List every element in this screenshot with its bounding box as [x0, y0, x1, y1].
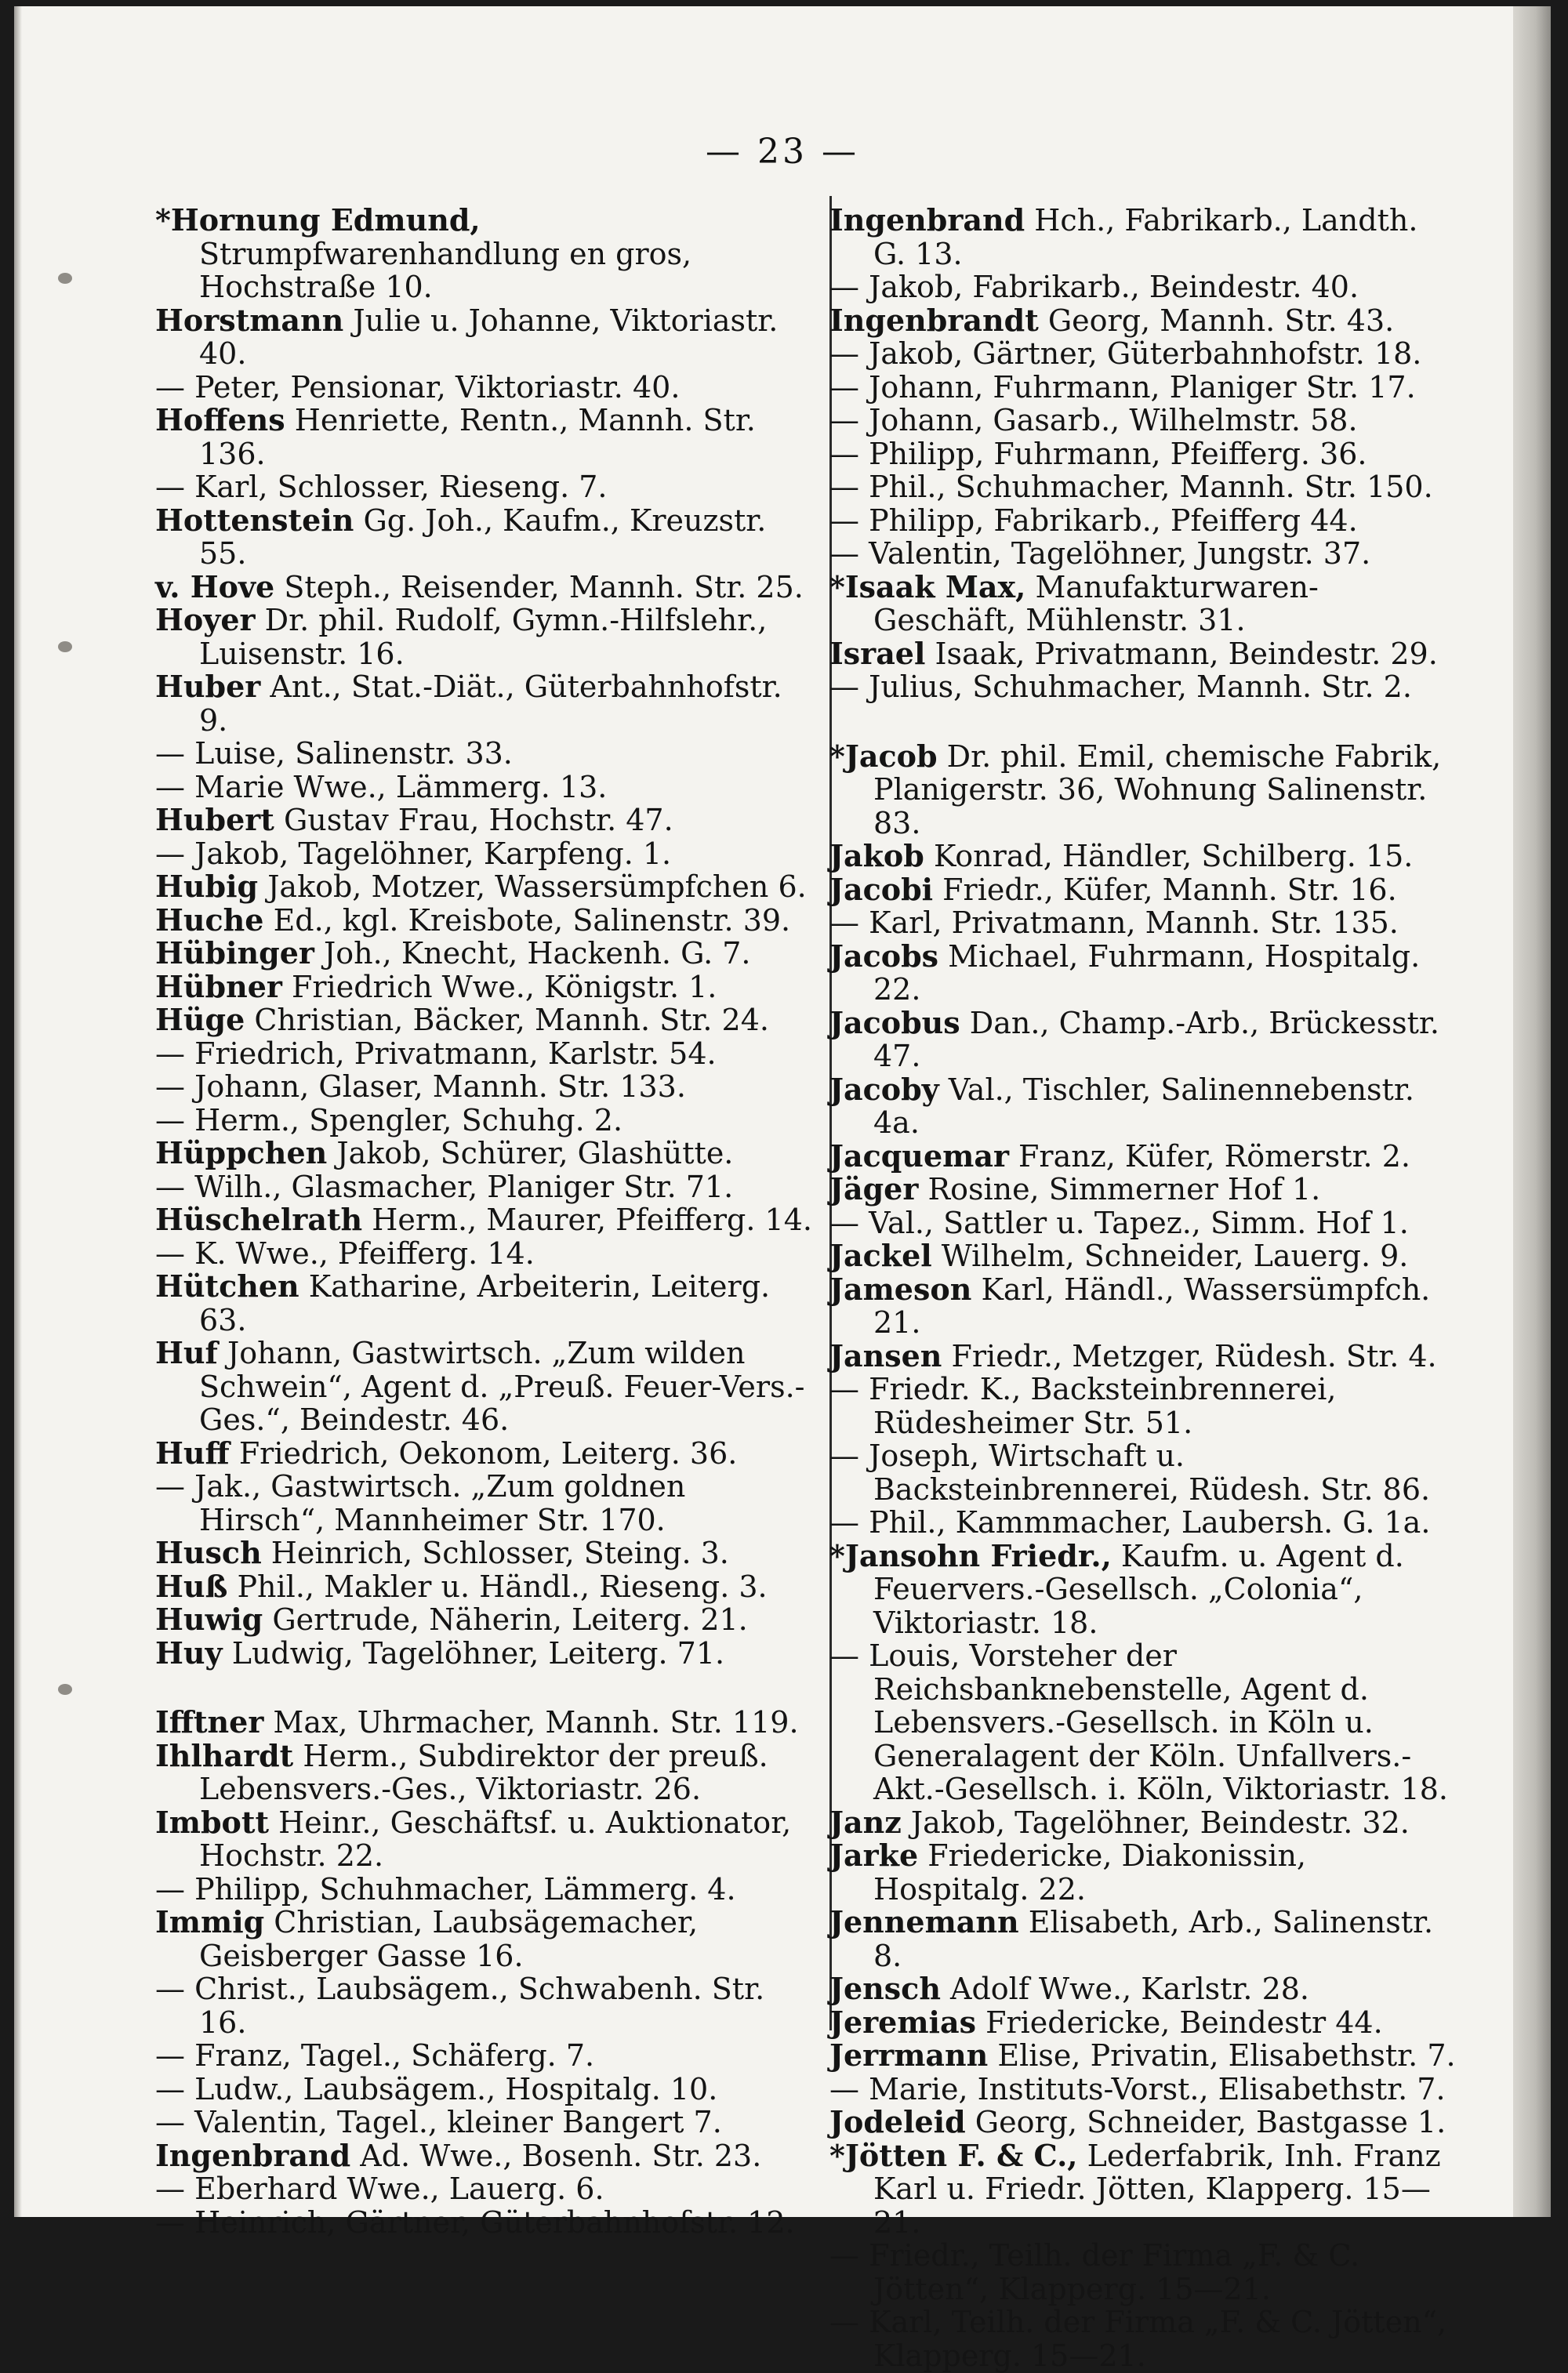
entry-name: *Hornung Edmund,	[155, 202, 481, 238]
directory-entry	[155, 1270, 814, 1337]
directory-entry	[829, 740, 1457, 840]
entry-name: Jacobi	[829, 871, 934, 907]
entry-name: Jacquemar	[829, 1138, 1009, 1174]
directory-entry	[829, 1839, 1457, 1906]
page-number: — 23 —	[706, 132, 859, 172]
directory-entry	[155, 1037, 814, 1071]
directory-entry	[829, 1239, 1457, 1273]
entry-name: Jarke	[829, 1838, 919, 1873]
directory-entry	[829, 1639, 1457, 1806]
entry-details: Phil., Makler u. Händl., Rieseng. 3.	[227, 1569, 768, 1604]
directory-entry	[155, 2139, 814, 2173]
entry-name: Hübinger	[155, 935, 314, 971]
entry-name: Huf	[155, 1335, 218, 1370]
directory-entry	[155, 2206, 814, 2240]
entry-details: Henriette, Rentn., Mannh. Str. 136.	[199, 403, 756, 471]
directory-entry	[155, 1706, 814, 1740]
entry-name: *Jötten F. & C.,	[829, 2137, 1078, 2173]
entry-details: — Johann, Fuhrmann, Planiger Str. 17.	[829, 369, 1416, 405]
entry-name: Ihlhardt	[155, 1737, 294, 1773]
directory-entry	[155, 1737, 814, 1806]
entry-name: Huche	[155, 902, 264, 938]
entry-details: Ed., kgl. Kreisbote, Salinenstr. 39.	[263, 902, 791, 938]
entry-details: Joh., Knecht, Hackenh. G. 7.	[314, 936, 751, 971]
directory-entry	[829, 1004, 1457, 1073]
entry-details: — Friedr. K., Backsteinbrennerei, Rüdesheimer Str. 51.	[829, 1372, 1337, 1440]
entry-details: Friedrich Wwe., Königstr. 1.	[281, 969, 717, 1004]
directory-entry	[829, 1906, 1457, 1972]
entry-details: Hch., Fabrikarb., Landth. G. 13.	[873, 203, 1418, 271]
entry-details: Jakob, Schürer, Glashütte.	[327, 1136, 734, 1170]
entry-name: Jodeleid	[829, 2104, 966, 2139]
entry-name: Ingenbrand	[155, 2137, 351, 2173]
entry-name: Jansen	[829, 1337, 942, 1373]
entry-details: Herm., Maurer, Pfeifferg. 14.	[362, 1203, 812, 1237]
entry-details: — Franz, Tagel., Schäferg. 7.	[155, 2038, 595, 2073]
directory-entry	[155, 1637, 814, 1671]
directory-entry	[155, 568, 814, 604]
entry-details: — Jakob, Fabrikarb., Beindestr. 40.	[829, 270, 1359, 304]
entry-name: Jeremias	[829, 2004, 977, 2040]
entry-details: Dr. phil. Rudolf, Gymn.-Hilfslehr., Luisenstr. 16.	[199, 603, 768, 671]
entry-details: — Phil., Kammmacher, Laubersh. G. 1a.	[829, 1505, 1431, 1540]
entry-name: Israel	[829, 635, 926, 671]
directory-entry	[829, 2006, 1457, 2040]
entry-name: Jackel	[829, 1238, 932, 1273]
directory-entry	[829, 840, 1457, 873]
directory-entry	[829, 1506, 1457, 1540]
directory-entry	[155, 204, 814, 304]
directory-entry	[155, 1003, 814, 1037]
directory-entry	[829, 1206, 1457, 1240]
entry-details: Lederfabrik, Inh. Franz Karl u. Friedr. Jötten, Klapperg. 15—21.	[873, 2138, 1441, 2240]
entry-name: Hubert	[155, 802, 274, 837]
directory-entry	[829, 873, 1457, 907]
entry-name: Huff	[155, 1435, 230, 1471]
directory-entry	[155, 870, 814, 904]
entry-details: Friedrich, Oekonom, Leiterg. 36.	[229, 1435, 738, 1471]
entry-name: Janz	[829, 1804, 902, 1840]
directory-entry	[829, 204, 1457, 270]
entry-details: Friedr., Küfer, Mannh. Str. 16.	[933, 872, 1397, 907]
entry-details: Julie u. Johanne, Viktoriastr. 40.	[199, 303, 779, 371]
entry-details: — Marie, Instituts-Vorst., Elisabethstr. 7.	[829, 2071, 1446, 2106]
page-left-edge	[14, 6, 22, 2217]
directory-entry	[829, 304, 1457, 338]
directory-entry	[829, 437, 1457, 471]
entry-details: — Johann, Gasarb., Wilhelmstr. 58.	[829, 403, 1358, 437]
entry-name: Jerrmann	[829, 2037, 989, 2073]
entry-name: Hubig	[155, 869, 259, 904]
entry-details: Johann, Gastwirtsch. „Zum wilden Schwein“, Agent d. „Preuß. Feuer-Vers.-Ges.“, Beindestr. 46.	[199, 1336, 805, 1437]
directory-entry	[829, 637, 1457, 671]
page-hole-mark	[58, 641, 72, 652]
directory-entry	[155, 1237, 814, 1271]
directory-entry	[829, 537, 1457, 571]
entry-name: Hoffens	[155, 402, 285, 437]
directory-entry	[829, 470, 1457, 504]
entry-name: *Jacob	[829, 738, 938, 774]
entry-details: Michael, Fuhrmann, Hospitalg. 22.	[873, 938, 1421, 1007]
directory-entry	[829, 1337, 1457, 1373]
entry-details: Katharine, Arbeiterin, Leiterg. 63.	[199, 1269, 771, 1337]
entry-details: — Eberhard Wwe., Lauerg. 6.	[155, 2172, 604, 2206]
directory-entry	[155, 1070, 814, 1104]
directory-entry	[155, 2106, 814, 2139]
directory-entry	[155, 1170, 814, 1204]
entry-details: Gustav Frau, Hochstr. 47.	[274, 803, 673, 837]
entry-details: Rosine, Simmerner Hof 1.	[918, 1172, 1321, 1206]
directory-entry	[829, 2139, 1457, 2240]
entry-details: — Louis, Vorsteher der Reichsbanknebenstelle, Agent d. Lebensvers.-Gesellsch. in Köln u. Generalagent der Köln. Unfallvers.-Akt.-Gesellsch. i. Köln, Viktoriastr. 18.	[829, 1638, 1448, 1806]
entry-details: Ludwig, Tagelöhner, Leiterg. 71.	[222, 1635, 725, 1671]
directory-entry	[155, 1972, 814, 2039]
directory-entry	[155, 1873, 814, 1907]
entry-name: Jakob	[829, 838, 924, 873]
entry-details: Elise, Privatin, Elisabethstr. 7.	[988, 2038, 1456, 2073]
entry-details: Adolf Wwe., Karlstr. 28.	[940, 1972, 1309, 2006]
directory-entry	[155, 804, 814, 837]
entry-details: — Jakob, Gärtner, Güterbahnhofstr. 18.	[829, 336, 1422, 371]
directory-entry	[829, 2106, 1457, 2139]
entry-details: Ad. Wwe., Bosenh. Str. 23.	[350, 2138, 762, 2173]
entry-details: — Marie Wwe., Lämmerg. 13.	[155, 769, 608, 804]
directory-entry	[155, 1437, 814, 1471]
directory-entry	[155, 2172, 814, 2206]
entry-name: Jacoby	[829, 1071, 939, 1107]
entry-details: Strumpfwarenhandlung en gros, Hochstraße 10.	[199, 236, 692, 304]
entry-details: — K. Wwe., Pfeifferg. 14.	[155, 1235, 535, 1271]
directory-entry	[155, 470, 814, 504]
entry-name: Hoyer	[155, 602, 256, 637]
directory-entry	[829, 670, 1457, 704]
entry-name: Ingenbrand	[829, 202, 1025, 238]
directory-entry	[829, 504, 1457, 538]
entry-name: Hüppchen	[155, 1135, 328, 1170]
directory-entry	[155, 1137, 814, 1170]
entry-details: Friedericke, Diakonissin, Hospitalg. 22.	[873, 1838, 1306, 1907]
directory-entry	[155, 2073, 814, 2106]
page-right-edge	[1513, 6, 1551, 2217]
entry-details: Karl, Händl., Wassersümpfch. 21.	[873, 1272, 1431, 1340]
entry-details: Konrad, Händler, Schilberg. 15.	[924, 839, 1414, 873]
entry-details: — Val., Sattler u. Tapez., Simm. Hof 1.	[829, 1205, 1409, 1240]
entry-details: — Jakob, Tagelöhner, Karpfeng. 1.	[155, 836, 672, 871]
directory-entry	[155, 604, 814, 670]
entry-details: — Valentin, Tagel., kleiner Bangert 7.	[155, 2105, 722, 2139]
entry-details: — Phil., Schuhmacher, Mannh. Str. 150.	[829, 470, 1433, 504]
directory-entry	[155, 737, 814, 771]
entry-name: Huber	[155, 669, 261, 704]
entry-details: Steph., Reisender, Mannh. Str. 25.	[274, 569, 804, 604]
directory-entry	[155, 404, 814, 470]
directory-entry	[829, 1140, 1457, 1174]
entry-name: Huwig	[155, 1602, 263, 1637]
directory-entry	[829, 1173, 1457, 1206]
directory-entry	[155, 1104, 814, 1138]
entry-details: — Joseph, Wirtschaft u. Backsteinbrennerei, Rüdesh. Str. 86.	[829, 1439, 1431, 1507]
entry-details: Christian, Bäcker, Mannh. Str. 24.	[245, 1003, 769, 1037]
directory-entry	[155, 937, 814, 971]
entry-details: — Jak., Gastwirtsch. „Zum goldnen Hirsch“, Mannheimer Str. 170.	[155, 1469, 686, 1537]
entry-details: Heinr., Geschäftsf. u. Auktionator, Hochstr. 22.	[199, 1805, 792, 1873]
entry-details: — Karl, Privatmann, Mannh. Str. 135.	[829, 905, 1399, 940]
entry-details: Manufakturwaren-Geschäft, Mühlenstr. 31.	[873, 569, 1319, 637]
entry-details: Wilhelm, Schneider, Lauerg. 9.	[931, 1239, 1409, 1273]
left-column	[155, 204, 814, 2239]
entry-details: — Christ., Laubsägem., Schwabenh. Str. 16.	[155, 1972, 765, 2040]
directory-entry	[829, 940, 1457, 1007]
entry-details: Herm., Subdirektor der preuß. Lebensvers.-Ges., Viktoriastr. 26.	[199, 1738, 768, 1806]
entry-name: Hottenstein	[155, 502, 354, 538]
directory-entry	[829, 2073, 1457, 2106]
entry-details: — Friedrich, Privatmann, Karlstr. 54.	[155, 1036, 717, 1071]
directory-entry	[155, 1603, 814, 1637]
entry-details: Kaufm. u. Agent d. Feuervers.-Gesellsch. „Colonia“, Viktoriastr. 18.	[873, 1538, 1404, 1640]
entry-details: — Herm., Spengler, Schuhg. 2.	[155, 1102, 623, 1138]
entry-name: Jennemann	[829, 1904, 1019, 1939]
entry-details: Gertrude, Näherin, Leiterg. 21.	[263, 1602, 748, 1637]
entry-details: — Heinrich, Gärtner, Güterbahnhofstr. 12.	[155, 2204, 795, 2240]
entry-name: Immig	[155, 1904, 265, 1939]
directory-entry	[155, 968, 814, 1004]
directory-entry	[155, 1537, 814, 1570]
entry-name: Hüge	[155, 1002, 245, 1037]
entry-name: Horstmann	[155, 302, 344, 338]
directory-entry	[155, 2039, 814, 2073]
directory-entry	[829, 2239, 1457, 2306]
entry-details: Dan., Champ.-Arb., Brückesstr. 47.	[873, 1005, 1439, 1073]
directory-entry	[829, 337, 1457, 371]
directory-entry	[829, 1972, 1457, 2006]
entry-details: — Philipp, Fabrikarb., Pfeifferg 44.	[829, 503, 1358, 538]
directory-entry	[155, 1570, 814, 1604]
entry-details: Friedr., Metzger, Rüdesh. Str. 4.	[942, 1338, 1437, 1373]
entry-details: Isaak, Privatmann, Beindestr. 29.	[925, 636, 1438, 671]
entry-name: Husch	[155, 1535, 262, 1570]
page-hole-mark	[58, 273, 72, 284]
entry-details: — Luise, Salinenstr. 33.	[155, 736, 513, 771]
entry-details: Elisabeth, Arb., Salinenstr. 8.	[873, 1905, 1434, 1973]
directory-entry	[155, 904, 814, 938]
entry-name: Jacobus	[829, 1004, 960, 1040]
directory-entry	[155, 504, 814, 571]
directory-entry	[829, 906, 1457, 940]
entry-name: Hübner	[155, 968, 282, 1004]
directory-entry	[155, 371, 814, 405]
entry-details: Dr. phil. Emil, chemische Fabrik, Planigerstr. 36, Wohnung Salinenstr. 83.	[873, 738, 1442, 840]
entry-details: Heinrich, Schlosser, Steing. 3.	[261, 1536, 729, 1570]
entry-details: Gg. Joh., Kaufm., Kreuzstr. 55.	[199, 503, 767, 571]
entry-name: Huß	[155, 1568, 228, 1604]
entry-details: — Philipp, Schuhmacher, Lämmerg. 4.	[155, 1871, 736, 1907]
directory-entry	[829, 568, 1457, 637]
entry-details: Friedericke, Beindestr 44.	[976, 2005, 1383, 2040]
entry-details: — Wilh., Glasmacher, Planiger Str. 71.	[155, 1169, 734, 1204]
directory-entry	[829, 1806, 1457, 1840]
directory-entry	[155, 1203, 814, 1237]
entry-name: Jameson	[829, 1271, 972, 1307]
entry-details: — Ludw., Laubsägem., Hospitalg. 10.	[155, 2071, 718, 2106]
entry-details: Christian, Laubsägemacher, Geisberger Gasse 16.	[199, 1905, 699, 1973]
entry-name: Jäger	[829, 1171, 919, 1206]
directory-entry	[829, 2039, 1457, 2073]
entry-name: *Jansohn Friedr.,	[829, 1537, 1112, 1573]
entry-details: Franz, Küfer, Römerstr. 2.	[1008, 1138, 1410, 1174]
directory-entry	[155, 304, 814, 371]
directory-entry	[829, 2306, 1457, 2372]
entry-name: Jacobs	[829, 938, 939, 974]
directory-entry	[829, 404, 1457, 437]
directory-entry	[155, 837, 814, 871]
entry-details: — Julius, Schuhmacher, Mannh. Str. 2.	[829, 669, 1412, 704]
entry-details: — Peter, Pensionar, Viktoriastr. 40.	[155, 369, 681, 405]
directory-entry	[155, 670, 814, 737]
right-column	[829, 204, 1457, 2372]
entry-name: *Isaak Max,	[829, 568, 1026, 604]
entry-name: Ingenbrandt	[829, 302, 1039, 338]
directory-entry	[155, 1806, 814, 1873]
entry-details: Georg, Schneider, Bastgasse 1.	[965, 2105, 1446, 2139]
directory-entry	[829, 1373, 1457, 1439]
entry-details: Jakob, Tagelöhner, Beindestr. 32.	[901, 1805, 1410, 1840]
entry-details: — Karl, Schlosser, Rieseng. 7.	[155, 470, 608, 504]
directory-entry	[829, 371, 1457, 405]
entry-details: — Friedr., Teilh. der Firma „F. & C. Jötten“, Klapperg. 15—21.	[829, 2238, 1360, 2306]
directory-entry	[829, 1439, 1457, 1506]
entry-details: Georg, Mannh. Str. 43.	[1038, 303, 1395, 338]
entry-name: Huy	[155, 1635, 223, 1671]
book-page	[14, 6, 1551, 2373]
entry-details: — Valentin, Tagelöhner, Jungstr. 37.	[829, 536, 1371, 571]
entry-name: v. Hove	[155, 568, 275, 604]
directory-entry	[829, 1273, 1457, 1340]
entry-details: Jakob, Motzer, Wassersümpfchen 6.	[258, 869, 807, 904]
entry-name: Hütchen	[155, 1268, 299, 1304]
entry-details: — Karl, Teilh. der Firma „F. & C. Jötten“, Klapperg. 15—21.	[829, 2305, 1447, 2373]
entry-details: — Philipp, Fuhrmann, Pfeifferg. 36.	[829, 436, 1367, 471]
directory-entry	[155, 1906, 814, 1972]
entry-details: Val., Tischler, Salinennebenstr. 4a.	[873, 1072, 1414, 1140]
entry-name: Ifftner	[155, 1704, 264, 1740]
directory-entry	[155, 1337, 814, 1437]
directory-entry	[155, 771, 814, 804]
directory-entry	[155, 1470, 814, 1537]
entry-details: Max, Uhrmacher, Mannh. Str. 119.	[263, 1705, 799, 1740]
directory-entry	[829, 270, 1457, 304]
entry-name: Imbott	[155, 1804, 270, 1840]
directory-entry	[829, 1537, 1457, 1640]
page-hole-mark	[58, 1684, 72, 1695]
entry-details: — Johann, Glaser, Mannh. Str. 133.	[155, 1069, 686, 1104]
directory-entry	[829, 1073, 1457, 1140]
entry-name: Hüschelrath	[155, 1202, 363, 1237]
entry-details: Ant., Stat.-Diät., Güterbahnhofstr. 9.	[199, 669, 782, 738]
entry-name: Jensch	[829, 1971, 941, 2006]
